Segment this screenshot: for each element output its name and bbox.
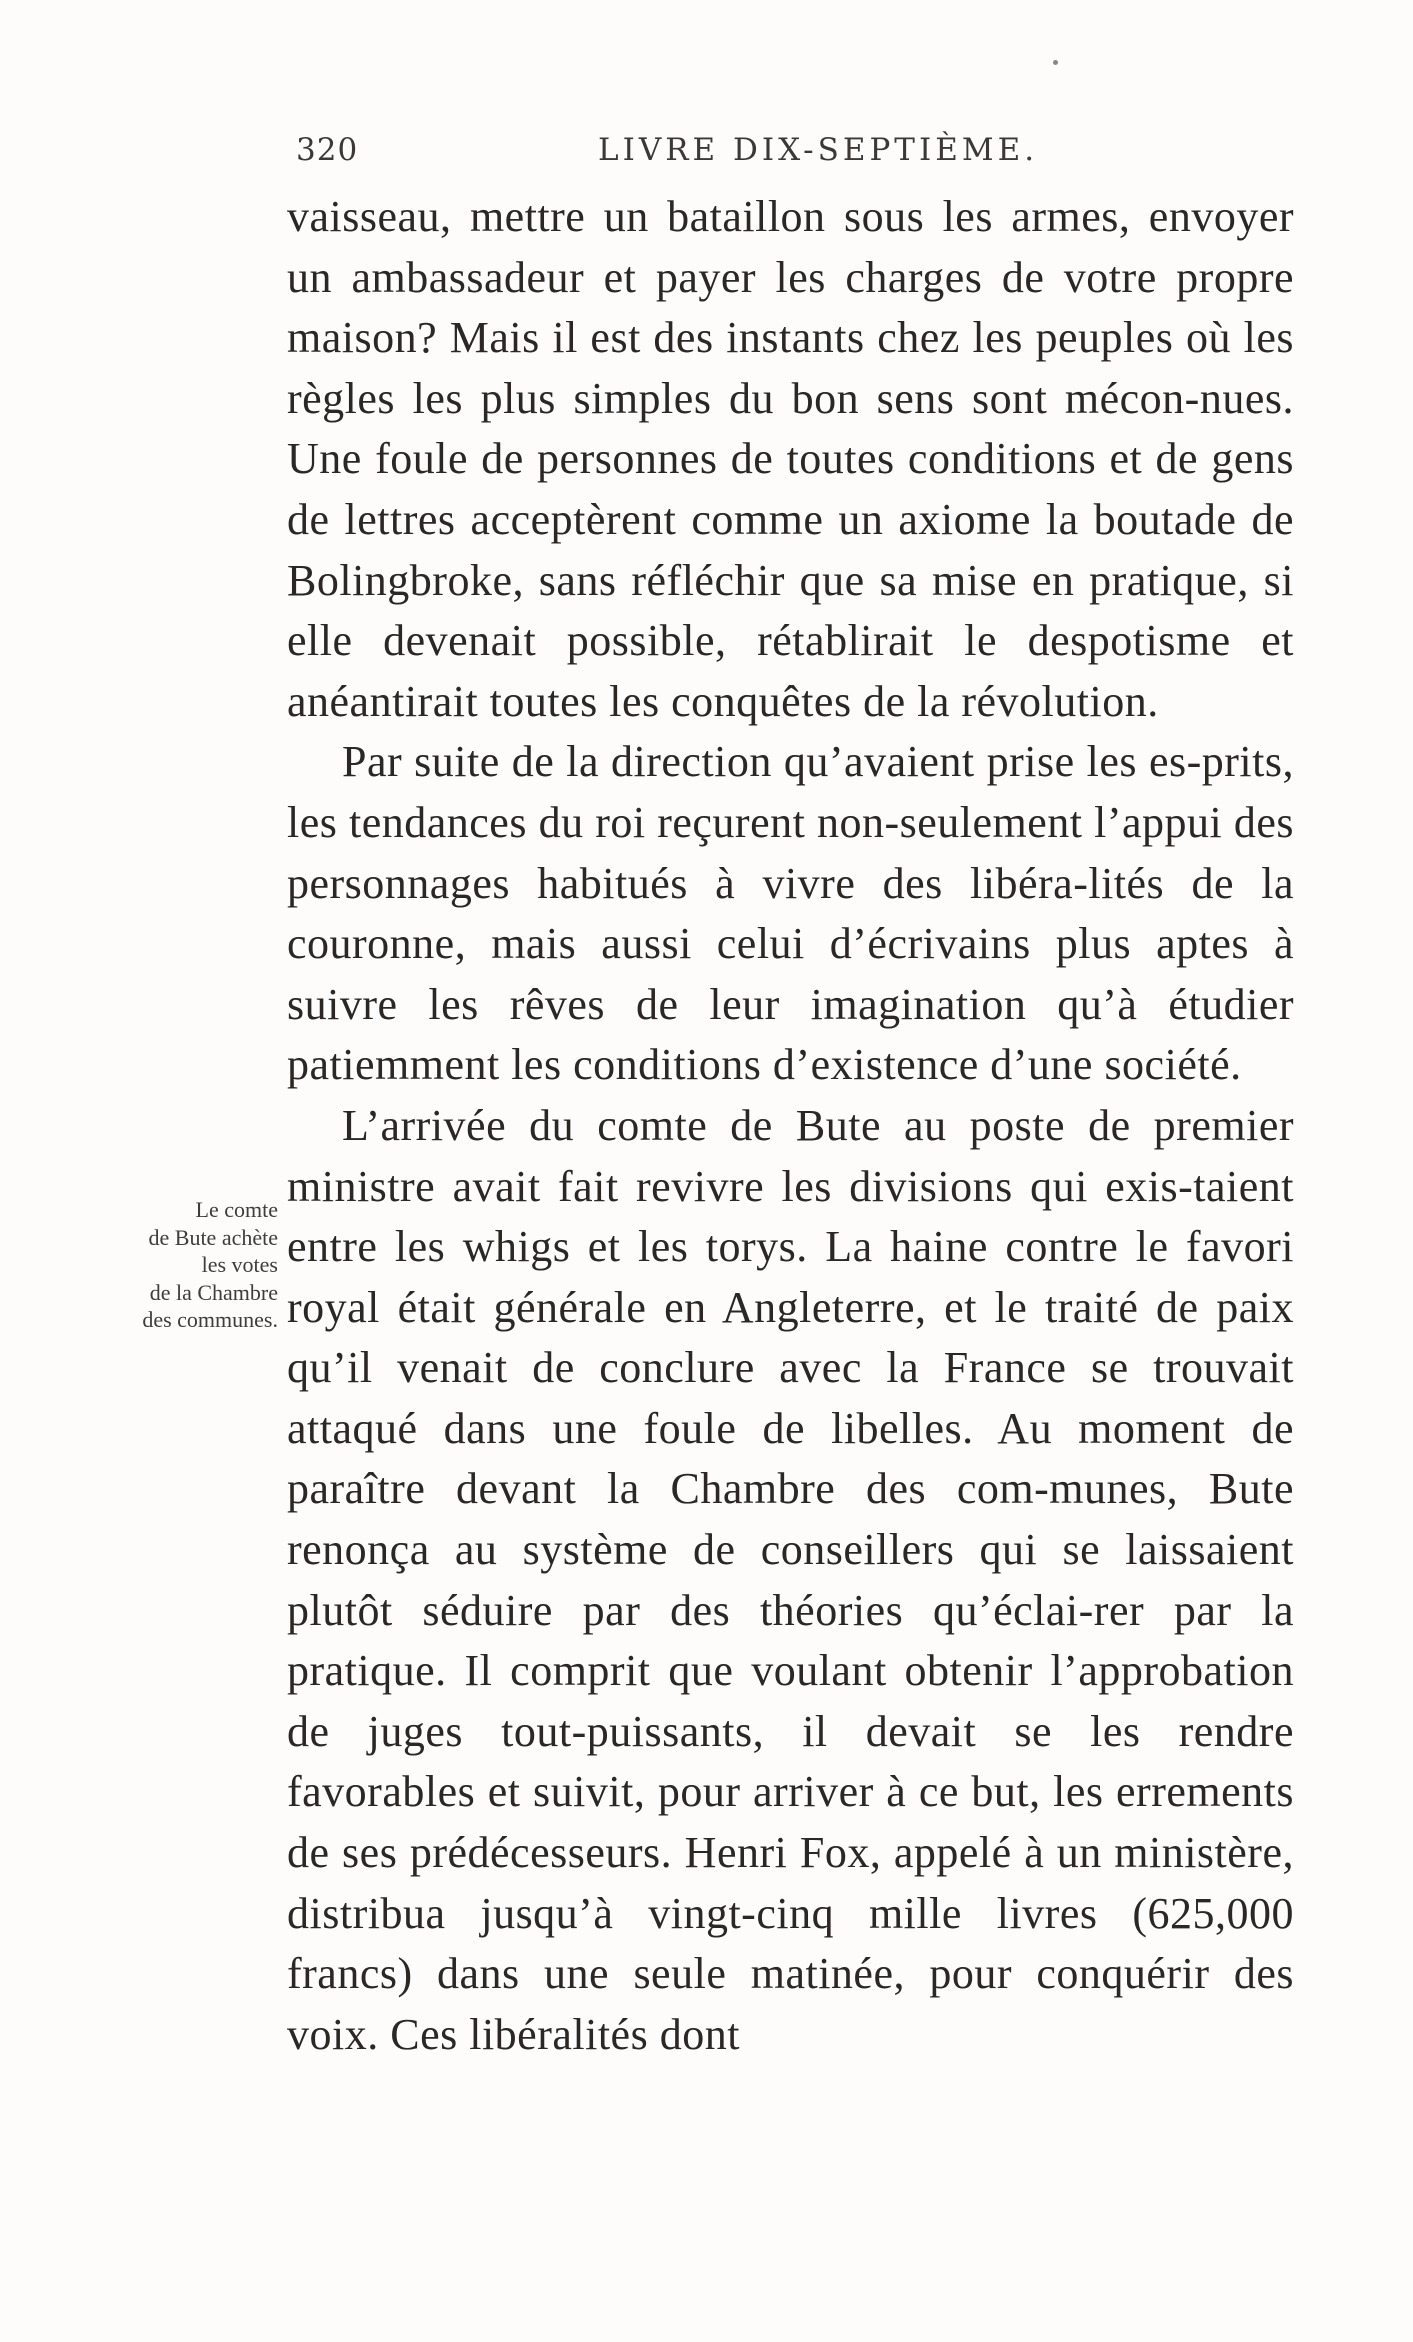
margin-note-line: de Bute achète	[148, 1224, 278, 1250]
margin-note-line: des communes.	[142, 1307, 278, 1332]
paragraph: L’arrivée du comte de Bute au poste de premier ministre avait fait revivre les divisions qui exis-taient entre les whigs et les torys. La haine contre le favori royal était générale en Angleterre, et le traité de paix qu’il venait de conclure avec la France se trouvait attaqué dans une foule de libelles. Au moment de paraître devant la Chambre des com-munes, Bute renonça au système de conseillers qui se laissaient plutôt séduire par des théories qu’éclai-rer par la pratique. Il comprit que voulant obtenir l’approbation de juges tout-puissants, il devait se les rendre favorables et suivit, pour arriver à ce but, les errements de ses prédécesseurs. Henri Fox, appelé à un ministère, distribua jusqu’à vingt-cinq mille livres (625,000 francs) dans une seule matinée, pour conquérir des voix. Ces libéralités dont	[287, 1100, 1294, 2059]
body-text	[287, 187, 1294, 2065]
margin-note-line: les votes	[201, 1252, 278, 1277]
print-speck	[1053, 60, 1058, 65]
running-head	[0, 128, 1413, 178]
chapter-title: LIVRE DIX-SEPTIÈME.	[598, 132, 1039, 168]
margin-note-line: Le comte	[195, 1197, 278, 1222]
margin-note-line: de la Chambre	[149, 1279, 278, 1305]
paragraph: Par suite de la direction qu’avaient prise les es-prits, les tendances du roi reçurent non-seulement l’appui des personnages habitués à vivre des libéra-lités de la couronne, mais aussi celui d’écrivains plus aptes à suivre les rêves de leur imagination qu’à étudier patiemment les conditions d’existence d’une société.	[287, 737, 1294, 1090]
page-number: 320	[296, 132, 359, 168]
margin-note	[68, 1196, 278, 1334]
paragraph-continuation: vaisseau, mettre un bataillon sous les armes, envoyer un ambassadeur et payer les charges de votre propre maison? Mais il est des instants chez les peuples où les règles les plus simples du bon sens sont mécon-nues. Une foule de personnes de toutes conditions et de gens de lettres acceptèrent comme un axiome la boutade de Bolingbroke, sans réfléchir que sa mise en pratique, si elle devenait possible, rétablirait le despotisme et anéantirait toutes les conquêtes de la révolution.	[287, 192, 1294, 726]
